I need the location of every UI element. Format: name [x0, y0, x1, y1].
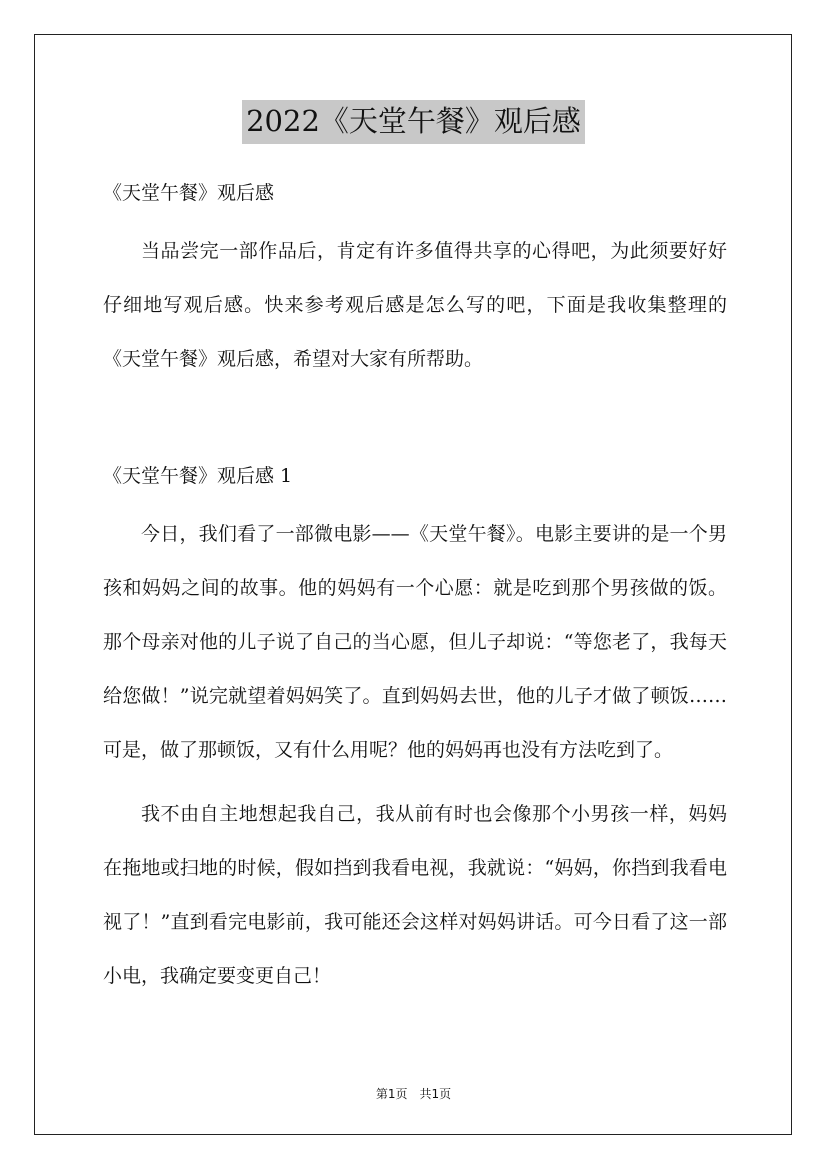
section-1-heading: 《天堂午餐》观后感 1 — [103, 465, 293, 487]
section-spacer — [103, 386, 727, 461]
section-1-paragraph-2: 我不由自主地想起我自己，我从前有时也会像那个小男孩一样，妈妈在拖地或扫地的时候，假如挡到我看电视，我就说：“妈妈，你挡到我看电视了！”直到看完电影前，我可能还会这样对妈妈讲话。可今日看了这一部小电，我确定要变更自己！ — [103, 803, 727, 987]
document-body — [103, 178, 727, 1003]
intro-paragraph: 当品尝完一部作品后，肯定有许多值得共享的心得吧，为此须要好好仔细地写观后感。快来参考观后感是怎么写的吧，下面是我收集整理的《天堂午餐》观后感，希望对大家有所帮助。 — [103, 240, 727, 370]
document-title: 2022《天堂午餐》观后感 — [242, 100, 585, 144]
section-1-paragraph-1: 今日，我们看了一部微电影——《天堂午餐》。电影主要讲的是一个男孩和妈妈之间的故事。他的妈妈有一个心愿：就是吃到那个男孩做的饭。那个母亲对他的儿子说了自己的当心愿，但儿子却说：“等您老了，我每天给您做！”说完就望着妈妈笑了。直到妈妈去世，他的儿子才做了顿饭……可是，做了那顿饭，又有什么用呢？他的妈妈再也没有方法吃到了。 — [103, 523, 727, 761]
page-footer: 第1页 共1页 — [375, 1087, 452, 1101]
subtitle-heading: 《天堂午餐》观后感 — [103, 182, 275, 204]
document-title-wrapper — [0, 100, 827, 144]
